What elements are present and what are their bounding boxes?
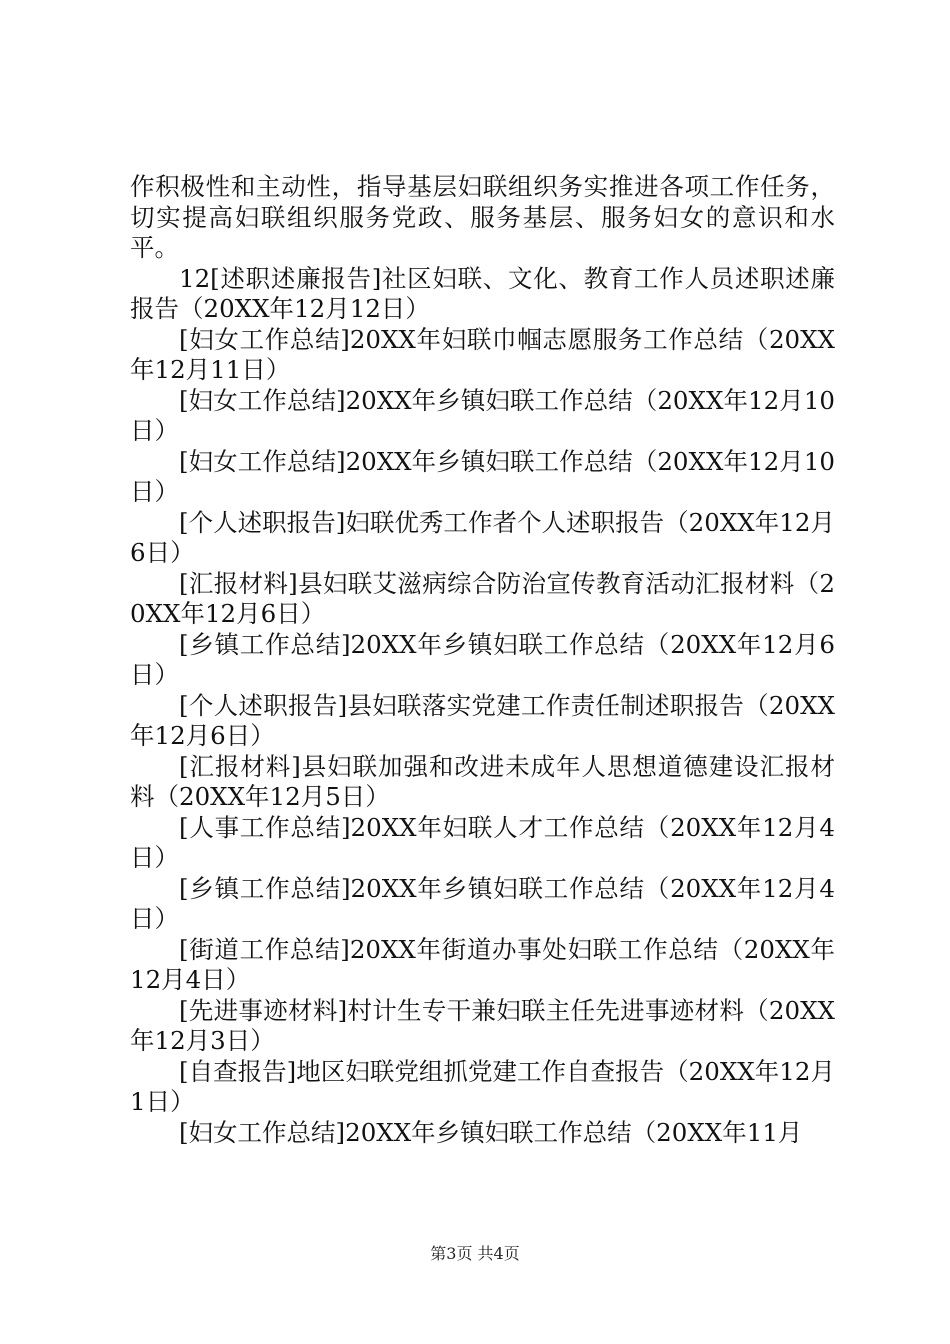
paragraph-11: [乡镇工作总结]20XX年乡镇妇联工作总结（20XX年12月4日） xyxy=(130,873,835,933)
page-number-label: 第3页 共4页 xyxy=(430,1244,520,1263)
paragraph-4: [妇女工作总结]20XX年乡镇妇联工作总结（20XX年12月10日） xyxy=(130,446,835,506)
paragraph-13: [先进事迹材料]村计生专干兼妇联主任先进事迹材料（20XX年12月3日） xyxy=(130,995,835,1055)
paragraph-15: [妇女工作总结]20XX年乡镇妇联工作总结（20XX年11月 xyxy=(179,1117,803,1147)
page-footer xyxy=(0,1244,950,1264)
document-body xyxy=(130,172,835,1148)
paragraph-5: [个人述职报告]妇联优秀工作者个人述职报告（20XX年12月6日） xyxy=(130,507,835,567)
paragraph-3: [妇女工作总结]20XX年乡镇妇联工作总结（20XX年12月10日） xyxy=(130,385,835,445)
paragraph-1: 12[述职述廉报告]社区妇联、文化、教育工作人员述职述廉报告（20XX年12月12日） xyxy=(130,263,835,323)
paragraph-6: [汇报材料]县妇联艾滋病综合防治宣传教育活动汇报材料（20XX年12月6日） xyxy=(130,568,835,628)
paragraph-7: [乡镇工作总结]20XX年乡镇妇联工作总结（20XX年12月6日） xyxy=(130,629,835,689)
paragraph-9: [汇报材料]县妇联加强和改进未成年人思想道德建设汇报材料（20XX年12月5日） xyxy=(130,751,835,811)
paragraph-0: 作积极性和主动性，指导基层妇联组织务实推进各项工作任务，切实提高妇联组织服务党政、服务基层、服务妇女的意识和水平。 xyxy=(130,172,835,262)
paragraph-10: [人事工作总结]20XX年妇联人才工作总结（20XX年12月4日） xyxy=(130,812,835,872)
paragraph-2: [妇女工作总结]20XX年妇联巾帼志愿服务工作总结（20XX年12月11日） xyxy=(130,324,835,384)
paragraph-14: [自查报告]地区妇联党组抓党建工作自查报告（20XX年12月1日） xyxy=(130,1056,835,1116)
paragraph-8: [个人述职报告]县妇联落实党建工作责任制述职报告（20XX年12月6日） xyxy=(130,690,835,750)
paragraph-12: [街道工作总结]20XX年街道办事处妇联工作总结（20XX年12月4日） xyxy=(130,934,835,994)
